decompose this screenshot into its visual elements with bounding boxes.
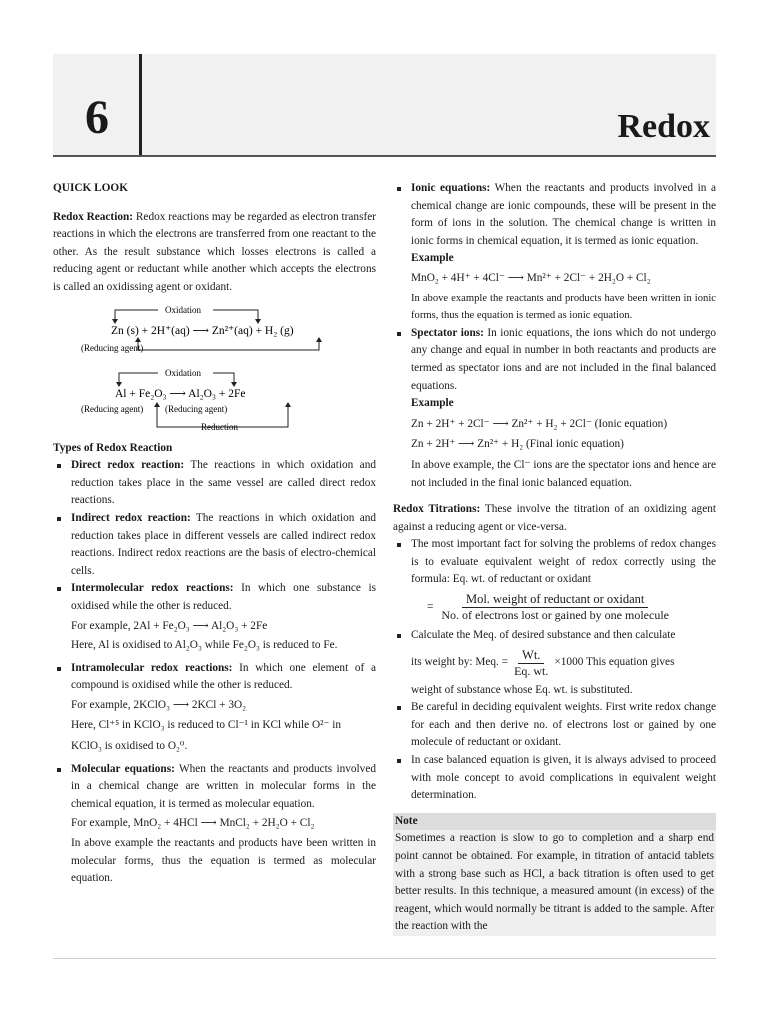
spectator-eq-2: Zn + 2H⁺ ⟶ Zn²⁺ + H₂ (Final ionic equation) xyxy=(411,438,624,451)
redox-reaction-label: Redox Reaction: xyxy=(53,210,134,223)
note-heading: Note xyxy=(393,813,716,831)
intermolecular-note: Here, Al is oxidised to Al₂O₃ while Fe₂O₃ is reduced to Fe. xyxy=(71,639,338,652)
spectator-note: In above example, the Cl⁻ ions are the spectator ions and hence are not included in the final ionic balanced equation. xyxy=(411,458,716,489)
diagram1-reducing-agent-label: (Reducing agent) xyxy=(81,342,144,353)
list-item-ionic: Ionic equations: When the reactants and products involved in a chemical change are ionic compounds, these will be present in the form of ions in the solution. The chemical change is written in ionic forms in chemical equation, it is termed as ionic equation. xyxy=(393,180,716,250)
types-heading: Types of Redox Reaction xyxy=(53,441,173,454)
redox-reaction-text: Redox reactions may be regarded as electron transfer reactions in which the electrons are transferred from one reactant to the other. As the result substance which losses electrons is called a reducing agent or reductant while another which accepts the electrons is called an oxidissing agent or oxidant. xyxy=(53,210,376,293)
meq-numerator: Wt. xyxy=(518,648,544,664)
ionic-note: In above example the reactants and products have been written in ionic forms, thus the equation is termed as ionic equation. xyxy=(411,292,716,322)
diagram1-equation: Zn (s) + 2H⁺(aq) ⟶ Zn²⁺(aq) + H₂ (g) xyxy=(111,324,294,337)
left-column xyxy=(53,180,376,888)
list-item-indirect: Indirect redox reaction: The reactions in which oxidation and reduction takes place in different vessels are called indirect redox reactions. Indirect redox reactions are the basis of electro-chemical cells. xyxy=(53,510,376,580)
list-item-careful: Be careful in deciding equivalent weights. First write redox change for each and then derive no. of electrons lost or gained by one molecule of reductant or oxidant. xyxy=(393,699,716,752)
right-column xyxy=(393,180,716,936)
list-item-meq: Calculate the Meq. of desired substance and then calculate xyxy=(393,627,716,645)
diagram2-label-right: (Reducing agent) xyxy=(165,403,228,414)
molecular-note: In above example the reactants and products have been written in molecular forms, thus the equation is termed as molecular equation. xyxy=(71,837,376,885)
diagram2-oxidation-label: Oxidation xyxy=(165,367,201,378)
list-item-eq-wt: The most important fact for solving the problems of redox changes is to evaluate equivalent weight of redox correctly using the formula: Eq. wt. of reductant or oxidant xyxy=(393,536,716,589)
redox-reaction-paragraph xyxy=(53,209,376,297)
header-divider xyxy=(139,54,142,156)
list-item-balanced: In case balanced equation is given, it is always advised to proceed with mole concept to avoid complications in equivalent weight determination. xyxy=(393,752,716,805)
list-item-intermolecular: Intermolecular redox reactions: In which one substance is oxidised while the other is reduced. xyxy=(53,580,376,615)
meq-denominator: Eq. wt. xyxy=(514,663,549,678)
header-rule xyxy=(53,155,716,157)
list-item-direct: Direct redox reaction: The reactions in which oxidation and reduction takes place in the same vessel are called direct redox reactions. xyxy=(53,457,376,510)
note-body: Sometimes a reaction is slow to go to completion and a sharp end point cannot be obtained. For example, in titration of antacid tablets with a strong base such as HCl, a back titration is often used to get better results. In this technique, a measured amount (in excess) of the reagent, which would normally be titrant is added to the sample. After the reaction with the xyxy=(393,830,716,936)
chapter-title: Redox xyxy=(617,108,710,145)
ionic-example-label: Example xyxy=(411,252,454,265)
list-item-molecular: Molecular equations: When the reactants and products involved in a chemical change are written in molecular forms in the chemical equation, it is termed as molecular equation. xyxy=(53,761,376,814)
intramolecular-note-line1: Here, Cl⁺⁵ in KClO₃ is reduced to Cl⁻¹ in KCl while O²⁻ in xyxy=(71,719,342,732)
ionic-example: MnO₂ + 4H⁺ + 4Cl⁻ ⟶ Mn²⁺ + 2Cl⁻ + 2H₂O + Cl₂ xyxy=(411,271,651,284)
spectator-example-label: Example xyxy=(411,397,454,410)
diagram1-oxidation-label: Oxidation xyxy=(165,304,201,315)
intramolecular-example: For example, 2KClO₃ ⟶ 2KCl + 3O₂ xyxy=(71,698,247,711)
quick-look-heading: QUICK LOOK xyxy=(53,182,129,194)
list-item-intramolecular: Intramolecular redox reactions: In which one element of a compound is oxidised while the other is reduced. xyxy=(53,660,376,695)
redox-titrations-paragraph: Redox Titrations: These involve the titration of an oxidizing agent against a reducing agent or vice-versa. xyxy=(393,503,717,533)
diagram2-reduction-label: Reduction xyxy=(201,421,238,431)
diagram2-label-left: (Reducing agent) xyxy=(81,403,144,414)
footer-rule xyxy=(53,958,716,959)
eq-wt-numerator: Mol. weight of reductant or oxidant xyxy=(462,592,648,608)
eq-wt-denominator: No. of electrons lost or gained by one molecule xyxy=(441,608,669,623)
eq-wt-formula: = $\frac{\text{Mol. weight of reductant or oxidant}}{\text{No. of electrons lost or gained by one molecule}}$ xyxy=(393,592,716,623)
list-item-spectator: Spectator ions: In ionic equations, the ions which do not undergo any change and equal in number in both reactants and products are termed as spectator ions and are not included in the final balanced equations. xyxy=(393,325,716,395)
spectator-eq-1: Zn + 2H⁺ + 2Cl⁻ ⟶ Zn²⁺ + H₂ + 2Cl⁻ (Ionic equation) xyxy=(411,417,668,430)
meq-formula: its weight by: Meq. = $\frac{Wt.}{Eq. wt.}$ ×1000 This equation gives xyxy=(411,647,675,678)
redox-diagrams xyxy=(53,301,376,431)
intermolecular-example: For example, 2Al + Fe₂O₃ ⟶ Al₂O₃ + 2Fe xyxy=(71,619,268,632)
diagram2-equation: Al + Fe₂O₃ ⟶ Al₂O₃ + 2Fe xyxy=(115,387,246,400)
molecular-example: For example, MnO₂ + 4HCl ⟶ MnCl₂ + 2H₂O + Cl₂ xyxy=(71,817,315,830)
chapter-number: 6 xyxy=(85,91,109,144)
meq-note: weight of substance whose Eq. wt. is substituted. xyxy=(411,683,633,696)
intramolecular-note-line2: KClO₃ is oxidised to O₂⁰. xyxy=(71,740,188,753)
